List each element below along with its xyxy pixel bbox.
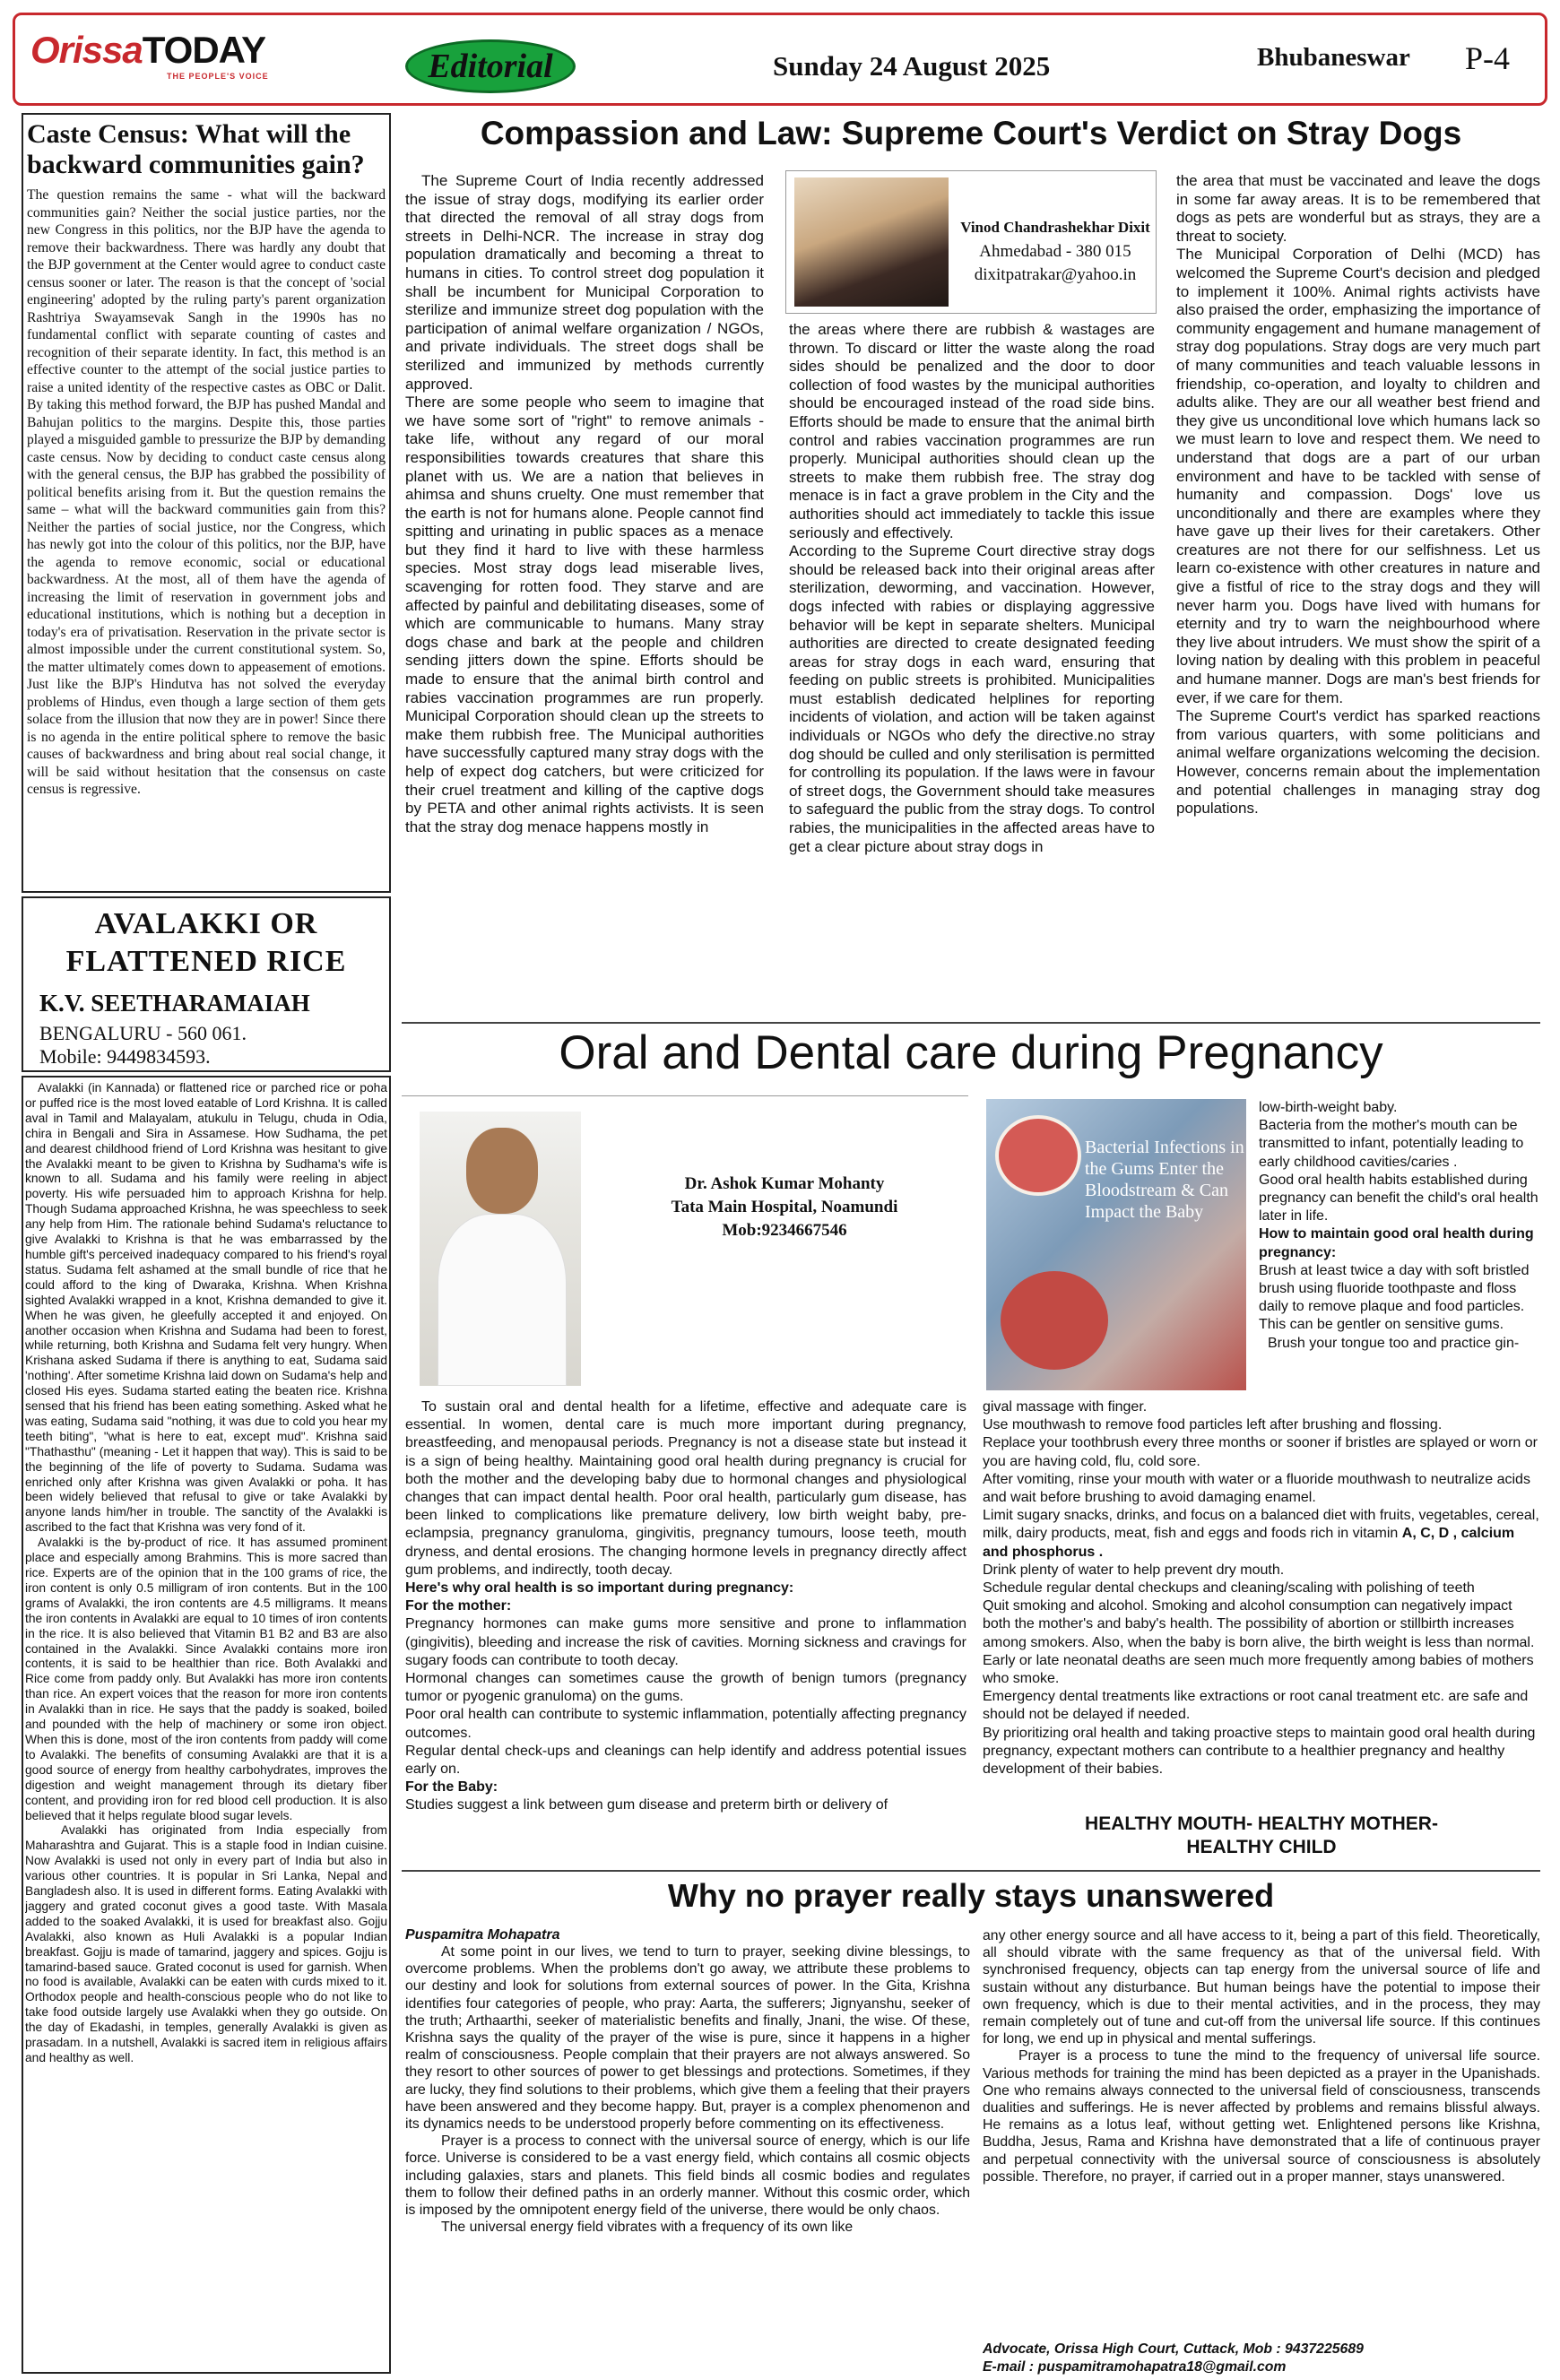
oral-dental-author-org: Tata Main Hospital, Noamundi — [671, 1198, 898, 1216]
stray-dogs-title: Compassion and Law: Supreme Court's Verdict on Stray Dogs — [480, 115, 1462, 151]
author-photo — [794, 177, 949, 307]
logo-tagline: THE PEOPLE'S VOICE — [167, 72, 269, 81]
oral-dental-diet-line — [983, 1507, 1540, 1562]
stray-dogs-paragraph: The Supreme Court of India recently addressed the issue of stray dogs, modifying its earlier order that directed the removal of all stray dogs from streets in Delhi-NCR. The increase in stray dog population dramatically and becoming a threat to humans in cities. To control street dog population it shall be incumbent for Municipal Corporation to sterilize and immunize street dog population with the participation of animal welfare organization / NGOs, and private individuals. The street dogs shall be sterilized and immunized by methods currently approved. — [405, 172, 764, 393]
prayer-paragraph: Prayer is a process to tune the mind to the frequency of universal life source. Various methods for training the mind has been depicted as a prayer in the Upanishads. One who remains always connected to the universal field of consciousness, transcends dualities and sufferings. He is never affected by problems and remains blissful always. He remains as a lotus leaf, without getting wet. Enlightened persons like Krishna, Buddha, Jesus, Rama and Krishna have demonstrated that a life of continuous prayer and perpetual connectivity with the universal source of consciousness is absolutely possible. Therefore, no prayer, if carried out in a proper manner, stays unanswered. — [983, 2048, 1540, 2185]
oral-dental-subheading: How to maintain good oral health during pregnancy: — [1259, 1226, 1534, 1260]
avalakki-mobile: Mobile: 9449834593. — [39, 1045, 211, 1068]
prayer-email: E-mail : puspamitramohapatra18@gmail.com — [983, 2359, 1287, 2375]
stray-dogs-column-3 — [1176, 172, 1540, 1020]
oral-dental-line: Regular dental check-ups and cleanings can help identify and address potential issues early on. — [405, 1743, 966, 1778]
stray-dogs-paragraph: The Supreme Court's verdict has sparked reactions from various quarters, with some politicians and animal welfare organizations welcoming the decision. However, concerns remain about the implementation and potential challenges in managing stray dog populations. — [1176, 707, 1540, 818]
edition-city: Bhubaneswar — [1257, 43, 1410, 72]
prayer-column-2 — [983, 1927, 1540, 2349]
doctor-photo-coat — [438, 1214, 567, 1386]
doctor-photo-face — [466, 1128, 538, 1214]
slogan-line2: HEALTHY CHILD — [1186, 1837, 1337, 1857]
oral-dental-line: Use mouthwash to remove food particles left after brushing and flossing. — [983, 1417, 1443, 1433]
avalakki-paragraph: Avalakki is the by-product of rice. It has assumed prominent place and especially among Brahmins. This is more sacred than rice. Experts are of the opinion that in the 100 grams of rice, the iron content is only 0.5 milligram of iron contents. But in the 100 grams of Avalakki, the iron contents are 4.5 milligrams. It means the iron contents in Avalakki are equal to 10 times of iron contents in the rice. It is also believed that Vitamin B1 B2 and B3 are also contained in the Avalakki. Since Avalakki contains more iron contents, it is said to be healthier than rice. Both Avalakki and Rice come from paddy only. But Avalakki has more iron contents than rice. An expert voices that the reason for more iron contents in Avalakki than in rice. He says that the paddy is soaked, boiled and pounded with the help of machinery or some iron object. When this is done, most of the iron contents from paddy will come to Avalakki. The benefits of consuming Avalakki are that it is a good source of energy from healthy carbohydrates, improves the digestion and weight management through its dietary fiber content, and providing iron for red blood cell production. It is also believed that it helps regulate blood sugar levels. — [25, 1536, 387, 1822]
stray-dogs-paragraph: There are some people who seem to imagine that we have some sort of "right" to remove animals - take life, without any regard of our moral responsibilities towards creatures that share this planet with us. We are a nation that believes in ahimsa and shuns cruelty. One must remember that the earth is not for humans alone. People cannot find spitting and urinating in public spaces as a menace but they find it hard to live with these harmless species. Most stray dogs lead miserable lives, scavenging for rotten food. They starve and are affected by painful and debilitating diseases, some of which are communicable to humans. Many stray dogs chase and bark at the people and children sending jitters down the spine. Efforts should be made to ensure that the animal birth control and rabies vaccination programmes are run properly. Municipal Corporation should clean up the streets to make them rubbish free. The Municipal authorities have successfully captured many stray dogs with the help of expect dog catchers, but were criticized for their cruel treatment and killing of the captive dogs by PETA and other animal rights activists. It is seen that the stray dog menace happens mostly in — [405, 394, 764, 835]
oral-dental-line: Bacteria from the mother's mouth can be transmitted to infant, potentially leading to early childhood cavities/caries . — [1259, 1118, 1524, 1170]
stray-dogs-paragraph: The Municipal Corporation of Delhi (MCD) has welcomed the Supreme Court's decision and pledged to implement it 100%. Animal rights activists have also praised the order, emphasizing the importance of community engagement and humane management of stray dog populations. Stray dogs are very much part of many communities and teach valuable lessons in friendship, co-operation, and loyalty to children and adults alike. They are our all weather best friend and they give us unconditional love which humans lack so we must learn to love and respect them. We need to understand that dogs are a part of our urban environment and have to be tackled with sense of humanity and compassion. Dogs' love us unconditionally and there are examples where they have gave up their lives for their caretakers. Other creatures are not there for our selfishness. Let us learn co-existence with other creatures in nature and give a fistful of rice to the stray dogs and they will never harm you. Dogs have lived with humans for eternity and try to warn the neighbourhood where they live about intruders. We must show the spirit of a loving nation by dealing with this problem in peaceful and humane manner. Dogs are man's best friends for ever, if we care for them. — [1176, 246, 1540, 706]
fetus-illustration — [1001, 1271, 1108, 1370]
oral-dental-diet-vitamins: A, C, D , calcium and phosphorus . — [983, 1526, 1515, 1560]
caste-census-title: Caste Census: What will the backward communities gain? — [27, 119, 365, 179]
page-number: P-4 — [1465, 40, 1511, 76]
stray-dogs-paragraph: the area that must be vaccinated and leave the dogs in some far away areas. It is to be remembered that dogs as pets are wonderful but as strays, they are a threat to society. — [1176, 172, 1540, 245]
oral-dental-column-2a — [1259, 1099, 1540, 1395]
avalakki-title-line2: FLATTENED RICE — [65, 945, 347, 978]
oral-dental-line: Good oral health habits established during pregnancy can benefit the child's oral health later in life. — [1259, 1172, 1538, 1225]
section-divider — [402, 1022, 1540, 1024]
newspaper-logo — [30, 29, 265, 72]
caste-census-body: The question remains the same - what will the backward communities gain? Neither the social justice parties, nor the new Congress in this politics, nor the BJP have the agenda to remove their backwardness. There was hardly any doubt that the BJP government at the Center would agree to conduct caste census sooner or later. The reason is that the concept of 'social engineering' adopted by the ruling party's parent organization Rashtriya Swayamsevak Sangh in the 1990s has no fundamental conflict with separate counting of castes and recognition of their separate identity. In fact, this method is an effective counter to the attempt of the social justice parties to raise a united identity of the respective castes as OBC or Dalit. By taking this method forward, the BJP has pushed Mandal and Bahujan politics to the margins. Despite this, those parties played a misguided gamble to pressurize the BJP by demanding caste census. Now by deciding to conduct caste census along with the general census, the BJP has grabbed the possibility of political benefits arising from it. But the question remains the same – what will the backward communities gain from this? Neither the parties of social justice, nor the Congress, which has newly got into the colour of this politics, nor the BJP, have the agenda to remove economic, social or educational backwardness. At the most, all of them have the agenda of increasing the limit of reservation in government jobs and educational institutions, which is nothing but a deception in today's era of privatisation. Reservation in the private sector is almost impossible under the current constitutional system. So, the matter ultimately comes down to appeasement of emotions. Just like the BJP's Hindutva has not solved the everyday problems of Hindus, even though a large section of them gets solace from the illusion that now they are in power! Since there is no agenda in the entire political sphere to remove the basic causes of backwardness and bring about real social change, it will be said without hesitation that the consensus on caste census is regressive. — [27, 187, 386, 797]
oral-dental-line: Emergency dental treatments like extractions or root canal treatment etc. are safe and should not be delayed if needed. — [983, 1689, 1529, 1723]
prayer-signature: Advocate, Orissa High Court, Cuttack, Mob : 9437225689 — [983, 2341, 1364, 2357]
oral-dental-line: By prioritizing oral health and taking proactive steps to maintain good oral health during pregnancy, expectant mothers can contribute to a healthier pregnancy and healthy development of their babies. — [983, 1725, 1536, 1778]
oral-dental-subheading: For the Baby: — [405, 1779, 498, 1796]
logo-today: TODAY — [142, 29, 266, 71]
avalakki-title — [27, 905, 386, 981]
oral-dental-author: Dr. Ashok Kumar Mohanty — [684, 1174, 885, 1193]
oral-dental-line: Schedule regular dental checkups and cleaning/scaling with polishing of teeth — [983, 1580, 1475, 1597]
oral-dental-line: Pregnancy hormones can make gums more sensitive and prone to inflammation (gingivitis), bleeding and increase the risk of cavities. Morning sickness and cravings for sugary foods can contribute to tooth decay. — [405, 1616, 966, 1668]
prayer-paragraph: At some point in our lives, we tend to turn to prayer, seeking divine blessings, to overcome problems. When the problems don't go away, we attribute these problems to our destiny and look for solutions from external sources of power. In the Gita, Krishna identifies four categories of people, who pray: Aarta, the sufferers; Jignyanshu, seeker of the truth; Arthaarthi, seeker of materialistic benefits and finally, Jnani, the wise. Of these, Krishna says the quality of the prayer of the wise is pure, since it happens in a higher realm of consciousness. People complain that their prayers are not always answered. So they resort to other sources of power to get blessings and protections. Sometimes, if they are lucky, they find solutions to their problems, which give them a feeling that their prayers have been answered and they become happy. But, prayer is a complex phenomenon and its dynamics needs to be understood properly before commenting on its effectiveness. — [405, 1944, 970, 2133]
avalakki-address: BENGALURU - 560 061. — [39, 1022, 247, 1044]
oral-dental-line: Brush your tongue too and practice gin- — [1268, 1335, 1520, 1351]
stray-dogs-author-city: Ahmedabad - 380 015 — [979, 242, 1131, 261]
section-badge: Editorial — [405, 39, 576, 93]
oral-dental-diet-text: Limit sugary snacks, drinks, and focus on a balanced diet with fruits, vegetables, cereal, milk, dairy products, meat, fish and eggs and foods rich in vitamin — [983, 1508, 1539, 1542]
prayer-column-1 — [405, 1943, 970, 2368]
oral-dental-subheading: Here's why oral health is so important during pregnancy: — [405, 1580, 794, 1597]
avalakki-paragraph: Avalakki has originated from India especially from Maharashtra and Gujarat. This is a staple food in Indian cuisine. Now Avalakki is used not only in every part of India but also in various other countries. It is popular in Sri Lanka, Nepal and Bangladesh also. It is used in different forms. Eating Avalakki with jaggery and grated coconut gives a good taste. With Masala added to the soaked Avalakki, it is used for breakfast also. Gojju Avalakki, also known as Huli Avalakki is a popular Indian breakfast. Gojju is made of tamarind, jaggery and spices. Gojju is tamarind-based sauce. Grated coconut is used for garnish. When no food is available, Avalakki can be eaten with curds mixed to it. Orthodox people and health-conscious people who do not like to take food outside largely use Avalakki when they go outside. On the day of Ekadashi, in temples, generally Avalakki is given as prasadam. In a nutshell, Avalakki is sacred item in religious affairs and healthy as well. — [25, 1823, 387, 2064]
oral-dental-line: Studies suggest a link between gum disease and preterm birth or delivery of — [405, 1797, 888, 1813]
avalakki-body — [25, 1081, 387, 2372]
oral-dental-intro: To sustain oral and dental health for a lifetime, effective and adequate care is essential. In women, dental care is much more important during pregnancy, breastfeeding, and menopausal periods. Pregnancy is not a disease state but instead it is a sign of being healthy. Maintaining good oral health during pregnancy is crucial for both the mother and the developing baby due to hormonal changes and physiological changes that can impact dental health. Poor oral health, particularly gum disease, has been linked to complications like premature delivery, low birth weight baby, pre-eclampsia, pregnancy granuloma, gingivitis, pregnancy tumours, loose teeth, mouth dryness, and dental erosions. The changing hormone levels in pregnancy directly affect gum problems, and indirectly, tooth decay. — [405, 1399, 966, 1578]
oral-dental-line: Poor oral health can contribute to systemic inflammation, potentially affecting pregnancy outcomes. — [405, 1707, 966, 1741]
oral-dental-column-1 — [405, 1398, 966, 1882]
illustration-caption: Bacterial Infections in the Gums Enter the Bloodstream & Can Impact the Baby — [1085, 1138, 1244, 1222]
oral-dental-line: Hormonal changes can sometimes cause the growth of benign tumors (pregnancy tumor or pyogenic granuloma) on the gums. — [405, 1671, 966, 1705]
prayer-paragraph: any other energy source and all have access to it, being a part of this field. Theoretically, all should vibrate with the same frequency as that of the universal field. With synchronised frequency, objects can tap energy from the universal source of life and sustain without any disturbance. But human beings have the potential to impose their own frequency, which is due to their mental activities, and in the process, they may remain completely out of tune and cut-off from the universal life source. If this continues for long, we end up in physical and mental sufferings. — [983, 1928, 1540, 2047]
stray-dogs-column-2 — [789, 321, 1155, 1020]
issue-date: Sunday 24 August 2025 — [773, 50, 1051, 82]
section-divider — [402, 1870, 1540, 1872]
avalakki-author: K.V. SEETHARAMAIAH — [39, 990, 310, 1017]
avalakki-title-line1: AVALAKKI OR — [94, 907, 318, 940]
prayer-paragraph: Prayer is a process to connect with the universal source of energy, which is our life force. Universe is considered to be a vast energy field, which contains all cosmic objects including galaxies, stars and planets. This field binds all cosmic bodies and regulates them to follow their defined paths in an orderly manner. Without this cosmic order, which is imposed by the omnipotent energy field of the universe, there would be only chaos. — [405, 2133, 970, 2219]
oral-dental-line: Brush at least twice a day with soft bristled brush using fluoride toothpaste and floss daily to remove plaque and food particles. — [1259, 1262, 1530, 1315]
oral-dental-line: Quit smoking and alcohol. Smoking and alcohol consumption can negatively impact both the mother's and baby's health. The possibility of abortion or stillbirth increases among smokers. Also, when the baby is born alive, the birth weight is less than normal. Early or late neonatal deaths are seen much more frequently among babies of mothers who smoke. — [983, 1598, 1535, 1687]
oral-dental-subheading: For the mother: — [405, 1598, 512, 1614]
logo-orissa: Orissa — [30, 29, 143, 71]
avalakki-paragraph: Avalakki (in Kannada) or flattened rice or parched rice or poha or puffed rice is the most loved eatable of Lord Krishna. It is called aval in Tamil and Malayalam, atukulu in Telugu, chuda in Odia, chira in Bengali and Sira in Assamese. How Sudhama, the pet and dearest childhood friend of Lord Krishna was hesitant to give the Avalakki meant to be given to Krishna by Sudhama's wife is known to all. Sudama and his family were reeling in abject poverty. His wife persuaded him to approach Krishna for help. Though Sudama approached Krishna, he was speechless to seek any help from Him. The rationale behind Sudama's reluctance to give Avalakki to Krishna is that he was embarrassed by the humble gift's perceived inadequacy compared to his friend's royal status. Sudama felt ashamed at the small bundle of rice that he could afford to the king of Dwaraka, Krishna. When Krishna sighted Avalakki wrapped in a knot, Krishna demanded to give it. When he was given, he gleefully accepted it and enjoyed. On another occasion when Krishna and Sudama had been to forest, while returning, both Krishna and Sudama felt very hungry. When Krishana asked Sudama if there is anything to eat, Sudama said 'nothing'. After sometime Krishna laid down on Sudama's help and closed His eyes. Sudama started eating the beaten rice. Krishna sensed that his friend has been eating something. Asked what he was eating, Sudama said "nothing, it was due to cold you hear my teeth biting", "what is here to eat, except mud". Krishna said "Thathasthu" (meaning - Let it happen that way). This is said to be the beginning of the life of poverty to Sudama. Sudama was enriched only after Krishna was given Avalakki or poha. It has been widely believed that refusal to give or take Avalakki by anyone lands him/her in trouble. The sanctity of the Avalakki is ascribed to the fact that Krishna was very fond of it. — [25, 1081, 387, 1535]
slogan-line1: HEALTHY MOUTH- HEALTHY MOTHER- — [1085, 1813, 1438, 1834]
gums-illustration — [995, 1115, 1081, 1196]
oral-dental-author-mobile: Mob:9234667546 — [722, 1221, 847, 1240]
oral-dental-line: After vomiting, rinse your mouth with water or a fluoride mouthwash to neutralize acids and wait before brushing to avoid damaging enamel. — [983, 1471, 1530, 1506]
oral-dental-slogan — [983, 1813, 1540, 1859]
stray-dogs-author: Vinod Chandrashekhar Dixit — [960, 219, 1150, 236]
oral-dental-line: This can be gentler on sensitive gums. — [1259, 1317, 1504, 1333]
stray-dogs-paragraph: the areas where there are rubbish & wastages are thrown. To discard or litter the waste along the road sides should be penalized and the door to door collection of food wastes by the municipal authorities should be encouraged instead of the road side bins. Efforts should be made to ensure that the animal birth control and rabies vaccination programmes are run properly. Municipal authorities should clean up the streets to make them rubbish free. The stray dog menace is in fact a grave problem in the City and the authorities should act immediately to tackle this issue seriously and effectively. — [789, 321, 1155, 541]
oral-dental-line: Replace your toothbrush every three months or sooner if bristles are splayed or worn or you are having cold, flu, cold sore. — [983, 1435, 1538, 1469]
oral-dental-title: Oral and Dental care during Pregnancy — [559, 1026, 1383, 1079]
prayer-paragraph: The universal energy field vibrates with a frequency of its own like — [441, 2220, 854, 2236]
stray-dogs-author-email: dixitpatrakar@yahoo.in — [974, 265, 1137, 284]
prayer-author: Puspamitra Mohapatra — [405, 1927, 560, 1943]
stray-dogs-paragraph: According to the Supreme Court directive stray dogs should be released back into their original areas after sterilization, deworming, and vaccination. However, dogs infected with rabies or displaying aggressive behavior will be kept in separate shelters. Municipal authorities are directed to create designated feeding areas for stray dogs in each ward, ensuring that feeding on public streets is prohibited. Municipalities must establish dedicated helplines for reporting incidents of violation, and action will be taken against individuals or NGOs who defy the directive.no stray dog should be culled and only sterilisation is permitted for controlling its population. If the laws were in favour of street dogs, the Government should take measures to safeguard the public from the stray dogs. To control rabies, the municipalities in the affected areas have to get a clear picture about stray dogs in — [789, 542, 1155, 855]
oral-dental-line: gival massage with finger. — [983, 1399, 1148, 1415]
oral-dental-column-2b — [983, 1398, 1540, 1806]
oral-dental-line: low-birth-weight baby. — [1259, 1100, 1398, 1115]
oral-dental-line: Drink plenty of water to help prevent dry mouth. — [983, 1562, 1285, 1578]
stray-dogs-column-1 — [405, 172, 764, 1020]
prayer-title: Why no prayer really stays unanswered — [667, 1877, 1275, 1914]
